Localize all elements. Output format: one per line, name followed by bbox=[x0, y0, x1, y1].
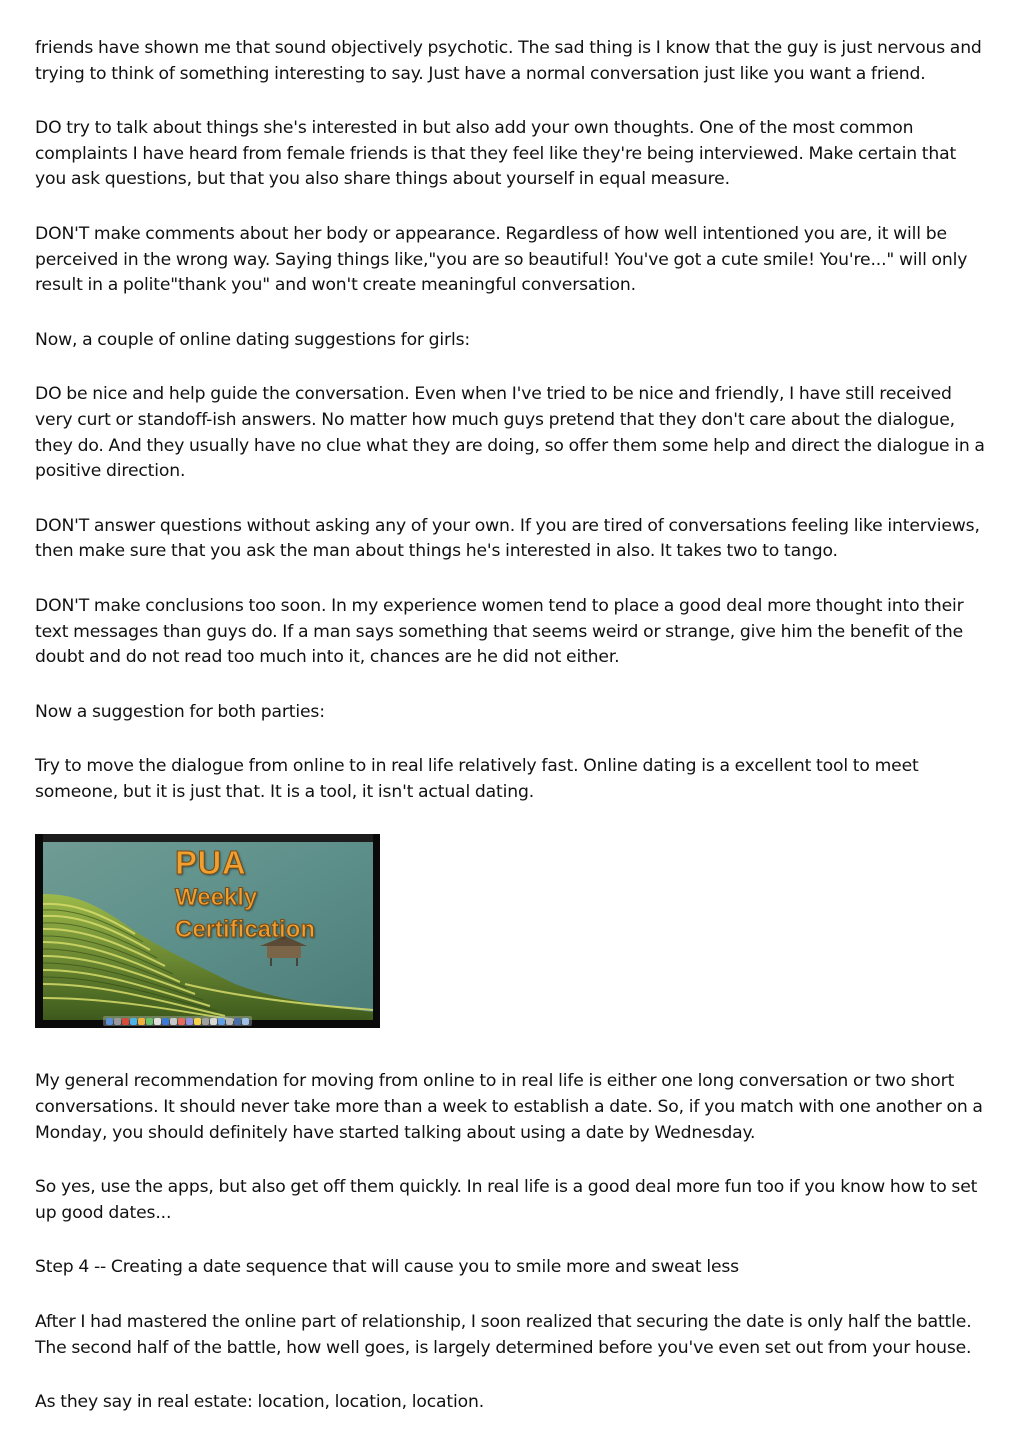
paragraph: My general recommendation for moving from online to in real life is either one long conversation or two short conversations. It should never take more than a week to establish a date. So, if you match with one another on a Monday, you should definitely have started talking about using a date by Wednesday. bbox=[35, 1071, 983, 1143]
paragraph: friends have shown me that sound objectively psychotic. The sad thing is I know that the guy is just nervous and trying to think of something interesting to say. Just have a normal conversation just like you want a friend. bbox=[35, 38, 982, 84]
paragraph: Now a suggestion for both parties: bbox=[35, 701, 325, 722]
paragraph: DO try to talk about things she's interested in but also add your own thoughts. One of the most common complaints I have heard from female friends is that they feel like they're being interviewed. Make certain that you ask questions, but that you also share things about yourself in equal measure. bbox=[35, 118, 957, 190]
promo-image[interactable] bbox=[35, 834, 380, 1028]
section-heading: Step 4 -- Creating a date sequence that will cause you to smile more and sweat less bbox=[35, 1257, 739, 1278]
image-subtitle: Certification bbox=[175, 916, 316, 944]
image-subtitle: Weekly bbox=[175, 884, 258, 912]
paragraph: Try to move the dialogue from online to in real life relatively fast. Online dating is a excellent tool to meet someone, but it is just that. It is a tool, it isn't actual dating. bbox=[35, 756, 919, 802]
paragraph: DON'T make comments about her body or appearance. Regardless of how well intentioned you are, it will be perceived in the wrong way. Saying things like,"you are so beautiful! You've got a cute smile! You're..." will only result in a polite"thank you" and won't create meaningful conversation. bbox=[35, 223, 968, 296]
paragraph: As they say in real estate: location, location, location. bbox=[35, 1392, 485, 1413]
image-title: PUA bbox=[175, 844, 247, 882]
os-dock bbox=[103, 1016, 252, 1026]
paragraph: Now, a couple of online dating suggestions for girls: bbox=[35, 329, 471, 350]
paragraph: After I had mastered the online part of relationship, I soon realized that securing the date is only half the battle. The second half of the battle, how well goes, is largely determined before you've even set out from your house. bbox=[35, 1312, 972, 1358]
paragraph: DON'T make conclusions too soon. In my experience women tend to place a good deal more thought into their text messages than guys do. If a man says something that seems weird or strange, give him the benefit of the doubt and do not read too much into it, chances are he did not either. bbox=[35, 595, 964, 668]
article-body bbox=[35, 36, 985, 1445]
paragraph: So yes, use the apps, but also get off them quickly. In real life is a good deal more fun too if you know how to set up good dates... bbox=[35, 1177, 978, 1223]
paragraph: DON'T answer questions without asking any of your own. If you are tired of conversations feeling like interviews, then make sure that you ask the man about things he's interested in also. It takes two to tango. bbox=[35, 515, 980, 562]
paragraph: DO be nice and help guide the conversation. Even when I've tried to be nice and friendly, I have still received very curt or standoff-ish answers. No matter how much guys pretend that they don't care about the dialogue, they do. And they usually have no clue what they are doing, so offer them some help and direct the dialogue in a positive direction. bbox=[35, 384, 985, 482]
os-menu-bar bbox=[43, 834, 373, 842]
